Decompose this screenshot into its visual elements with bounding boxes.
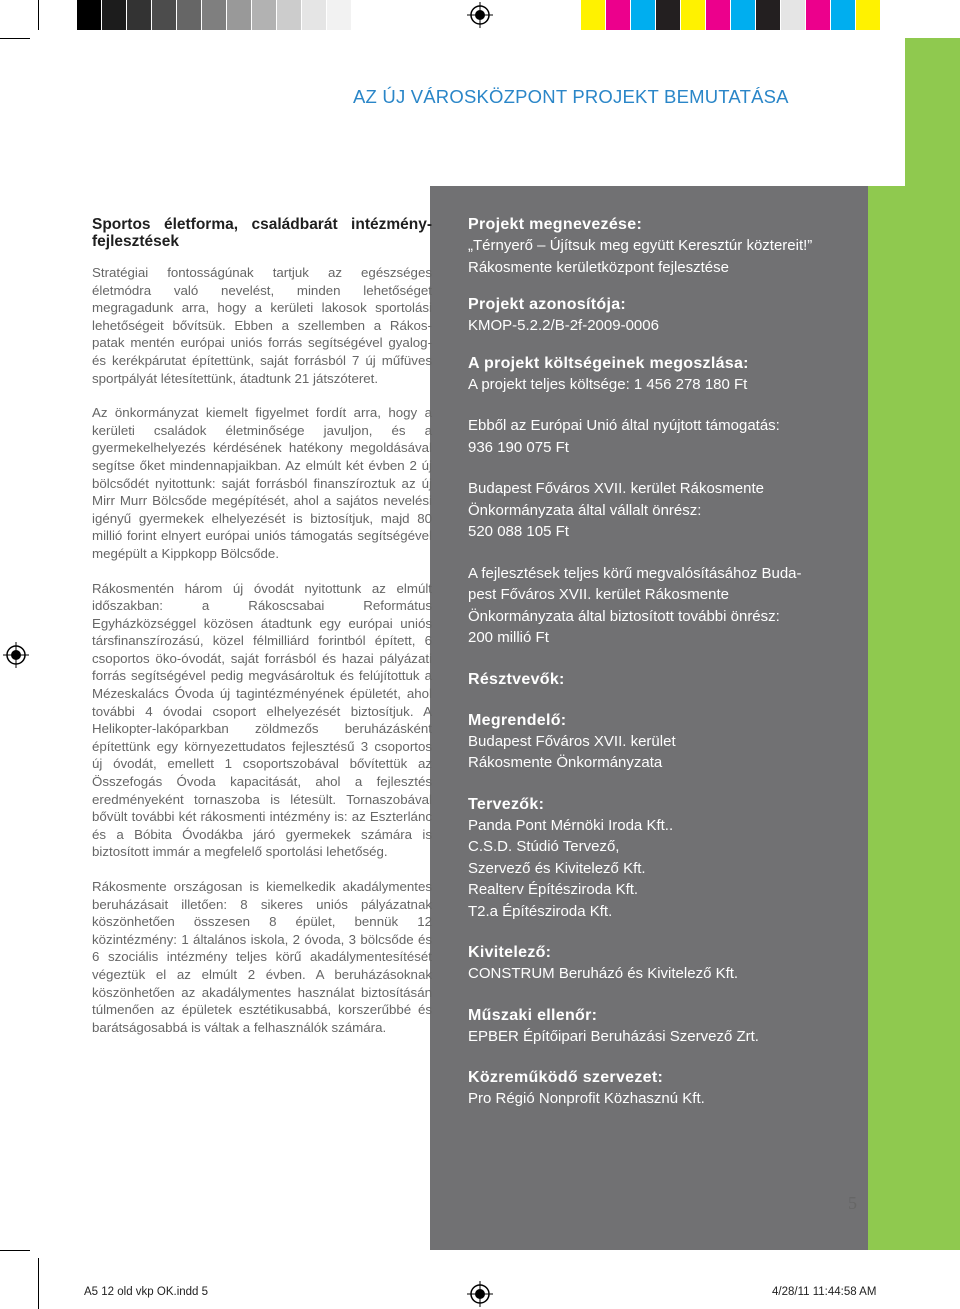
color-swatch xyxy=(276,0,301,30)
designers-label: Tervezők: xyxy=(468,795,545,813)
project-id-label: Projekt azonosítója: xyxy=(468,296,627,313)
paragraph-sports: Stratégiai fontosságúnak tartjuk az egészséges életmódra való nevelést, minden lehetőséget megragadunk arra, hogy a kerületi lakosok sportolási lehetőségeit bővítsük. Ebben a szellemben a Rákos-patak mentén európai uniós forrás segítségével gyalog- és kerékpárutat építettünk, saját forrásból 7 új műfüves sportpályát létesítettünk, átadtunk 21 játszóteret. xyxy=(92,265,432,386)
designer-item: Szervező és Kivitelező Kft. xyxy=(468,859,646,877)
own-share-line1: Budapest Főváros XVII. kerület Rákosmente xyxy=(468,480,764,497)
extra-share-line1: A fejlesztések teljes körű megvalósításához Buda- xyxy=(468,564,802,582)
project-name-line1: „Térnyerő – Újítsuk meg együtt Keresztúr köztereit!” xyxy=(468,237,813,254)
color-swatch xyxy=(101,0,126,30)
color-swatch xyxy=(630,0,655,30)
left-text-column xyxy=(92,216,432,1053)
page-title: AZ ÚJ VÁROSKÖZPONT PROJEKT BEMUTATÁSA xyxy=(353,86,789,107)
color-swatch xyxy=(605,0,630,30)
color-swatch xyxy=(730,0,755,30)
inspector-label: Műszaki ellenőr: xyxy=(468,1006,598,1024)
project-info-text xyxy=(468,214,848,1110)
color-swatch xyxy=(126,0,151,30)
eu-support-amount: 936 190 075 Ft xyxy=(468,438,569,456)
project-name-label: Projekt megnevezése: xyxy=(468,216,643,233)
color-swatch xyxy=(176,0,201,30)
contractor-value: CONSTRUM Beruházó és Kivitelező Kft. xyxy=(468,965,739,982)
color-swatch xyxy=(780,0,805,30)
designer-item: C.S.D. Stúdió Tervező, xyxy=(468,838,620,855)
color-swatch xyxy=(855,0,880,30)
project-id-value: KMOP-5.2.2/B-2f-2009-0006 xyxy=(468,317,659,334)
participants-label: Résztvevők: xyxy=(468,670,565,688)
paragraph-accessibility: Rákosmente országosan is kiemelkedik akadálymentes beruházásait illetően: 8 sikeres uniós pályázatnak köszönhetően összesen 8 épület, bennük 12 közintézmény: 1 általános iskola, 2 óvoda, 3 bölcsőde és 6 szociális intézmény teljes körű akadálymentesítését végeztük el az elmúlt 2 évben. A beruházásoknak köszönhetően az akadálymentes használat biztosításán túlmenően az épületek esztétikusabbá, korszerűbbé és barátságosabbá is váltak a felhasználók számára. xyxy=(92,879,432,1035)
color-swatch xyxy=(755,0,780,30)
color-swatch xyxy=(705,0,730,30)
own-share-line2: Önkormányzata által vállalt önrész: xyxy=(468,501,702,519)
color-swatch xyxy=(680,0,705,30)
own-share-amount: 520 088 105 Ft xyxy=(468,523,569,540)
color-swatch xyxy=(226,0,251,30)
project-name-line2: Rákosmente kerületközpont fejlesztése xyxy=(468,258,729,276)
extra-share-line3: Önkormányzata által biztosított további önrész: xyxy=(468,607,780,625)
paragraph-nurseries: Az önkormányzat kiemelt figyelmet fordít arra, hogy a kerületi családok életminősége javuljon, és a gyermekelhelyezés kérdésének hatékony megoldásával segítse őket mindennapjaikban. Az elmúlt két évben 2 új bölcsődét nyitottunk: saját forrásból finanszíroztuk az új Mirr Murr Bölcsőde megépítését, ahol a sajátos nevelési igényű gyermekek elhelyezését is biztosítjuk, majd 80 millió forint elnyert európai uniós támogatás segítségével megépült a Kippkopp Bölcsőde. xyxy=(92,405,432,561)
crop-mark xyxy=(0,38,30,39)
registration-mark-left-icon xyxy=(3,642,29,668)
designer-item: Panda Pont Mérnöki Iroda Kft.. xyxy=(468,816,674,834)
registration-mark-bottom-icon xyxy=(467,1281,493,1307)
color-swatch xyxy=(201,0,226,30)
color-swatch xyxy=(351,0,376,30)
cost-breakdown-label: A projekt költségeinek megoszlása: xyxy=(468,354,749,372)
cmyk-color-bar xyxy=(580,0,880,30)
cooperator-label: Közreműködő szervezet: xyxy=(468,1069,664,1086)
footer-filename: A5 12 old vkp OK.indd 5 xyxy=(84,1286,209,1298)
client-label: Megrendelő: xyxy=(468,711,567,729)
eu-support-line1: Ebből az Európai Unió által nyújtott támogatás: xyxy=(468,417,780,434)
color-swatch xyxy=(251,0,276,30)
section-heading: Sportos életforma, családbarát intézmény-fejlesztések xyxy=(92,216,432,250)
paragraph-kindergartens: Rákosmentén három új óvodát nyitottunk az elmúlt időszakban: a Rákoscsabai Református Egyházközséggel közösen átadtunk egy európai uniós társfinanszírozású, közel félmilliárd forintból épített, 6 csoportos öko-óvodát, saját forrásból és hazai pályázati forrás segítségével pedig megvásároltuk és felújítottuk a Mézeskalács Óvoda új tagintézményének épületét, ahol további 4 óvodai csoport elhelyezését biztosítjuk. A Helikopter-lakóparkban zöldmezős beruházásként építettünk egy környezettudatos fejlesztésű 3 csoportos új óvodát, emellett 1 csoportszobával bővítettük az Összefogás Óvoda kapacitását, ahol a fejlesztés eredményeként tornaszoba is létesült. Tornaszobával bővült további két rákosmenti intézmény is: az Eszterlánc és a Bóbita Óvodákba járó gyermekek számára is biztosított immár a megfelelő sportolási lehetőség. xyxy=(92,580,432,860)
color-swatch xyxy=(326,0,351,30)
crop-mark xyxy=(0,1250,30,1251)
color-swatch xyxy=(76,0,101,30)
color-swatch xyxy=(830,0,855,30)
color-swatch xyxy=(655,0,680,30)
designer-item: Realterv Építésziroda Kft. xyxy=(468,881,639,898)
client-line1: Budapest Főváros XVII. kerület xyxy=(468,732,676,750)
grayscale-color-bar xyxy=(76,0,376,30)
green-edge-block xyxy=(905,38,960,1250)
contractor-label: Kivitelező: xyxy=(468,944,552,961)
page-number: 5 xyxy=(848,1193,857,1213)
color-swatch xyxy=(151,0,176,30)
extra-share-line2: pest Főváros XVII. kerület Rákosmente xyxy=(468,586,729,603)
color-swatch xyxy=(580,0,605,30)
client-line2: Rákosmente Önkormányzata xyxy=(468,754,663,771)
footer-timestamp: 4/28/11 11:44:58 AM xyxy=(772,1286,877,1298)
cooperator-value: Pro Régió Nonprofit Közhasznú Kft. xyxy=(468,1090,705,1107)
crop-mark xyxy=(38,1258,39,1309)
crop-mark xyxy=(38,0,39,30)
registration-mark-top-icon xyxy=(467,2,493,28)
color-swatch xyxy=(805,0,830,30)
extra-share-amount: 200 millió Ft xyxy=(468,629,549,646)
color-swatch xyxy=(301,0,326,30)
inspector-value: EPBER Építőipari Beruházási Szervező Zrt. xyxy=(468,1027,759,1045)
green-panel-strip xyxy=(868,186,905,1250)
cost-total: A projekt teljes költsége: 1 456 278 180 Ft xyxy=(468,375,748,393)
designer-item: T2.a Építésziroda Kft. xyxy=(468,902,613,920)
